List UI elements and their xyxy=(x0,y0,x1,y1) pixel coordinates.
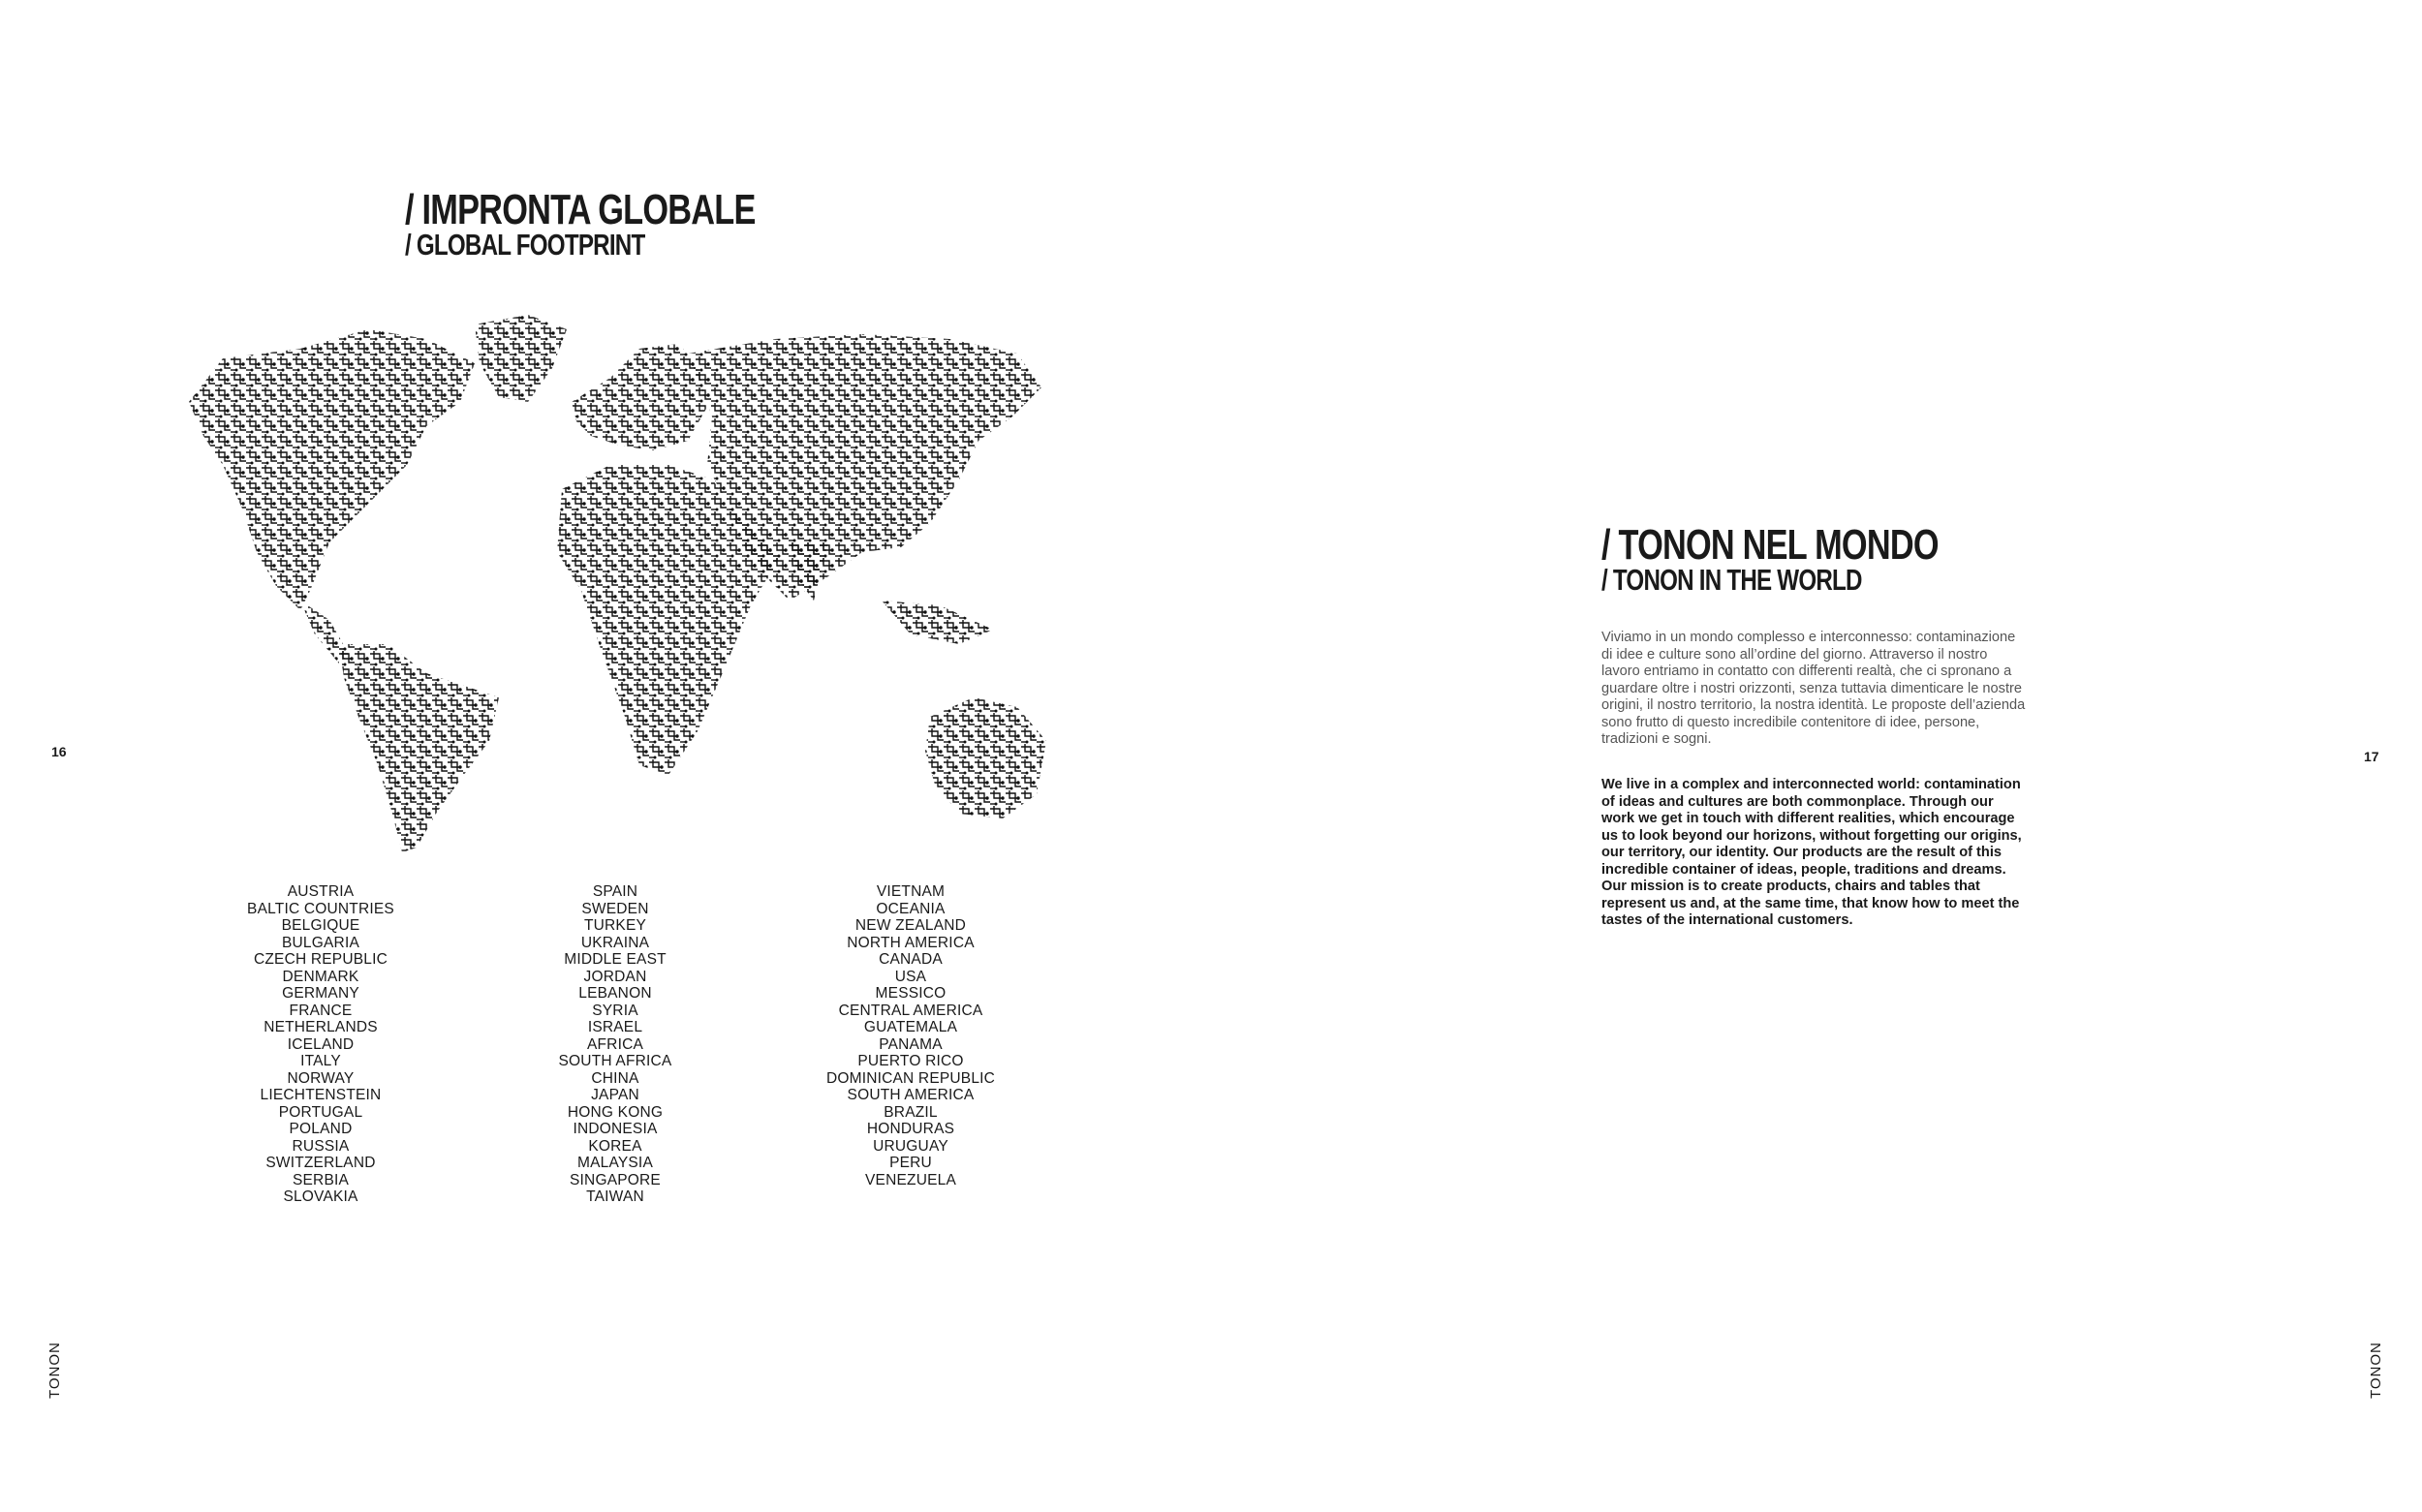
right-subtitle: / TONON IN THE WORLD xyxy=(1601,563,1862,597)
country-item: ISRAEL xyxy=(587,1019,643,1035)
country-item: SOUTH AMERICA xyxy=(847,1087,975,1103)
country-item: MALAYSIA xyxy=(577,1155,653,1171)
country-item: PORTUGAL xyxy=(278,1103,363,1121)
country-item: LIECHTENSTEIN xyxy=(260,1087,382,1103)
country-item: MIDDLE EAST xyxy=(564,951,667,968)
country-item: SPAIN xyxy=(592,883,638,900)
country-item: URUGUAY xyxy=(873,1137,948,1155)
country-item: CZECH REPUBLIC xyxy=(253,951,388,968)
country-item: JAPAN xyxy=(591,1087,639,1103)
page-number-right: 17 xyxy=(2364,749,2379,764)
country-item: CANADA xyxy=(879,951,943,968)
country-item: OCEANIA xyxy=(876,900,946,917)
country-item: RUSSIA xyxy=(292,1137,350,1155)
country-item: NEW ZEALAND xyxy=(854,917,967,934)
country-item: INDONESIA xyxy=(573,1121,658,1137)
country-list-col-2 xyxy=(499,883,731,1206)
left-title: / IMPRONTA GLOBALE xyxy=(405,186,756,233)
country-item: NETHERLANDS xyxy=(264,1019,378,1035)
brand-label-left: TONON xyxy=(47,1342,63,1399)
country-item: SWEDEN xyxy=(581,900,649,917)
country-item: POLAND xyxy=(289,1121,353,1137)
country-item: HONG KONG xyxy=(567,1103,664,1121)
country-list-col-1 xyxy=(204,883,437,1206)
country-item: TURKEY xyxy=(583,917,647,934)
country-item: NORWAY xyxy=(287,1069,355,1087)
country-item: CHINA xyxy=(591,1069,639,1087)
country-item: KOREA xyxy=(588,1137,642,1155)
country-item: PANAMA xyxy=(879,1035,943,1053)
page-number-left: 16 xyxy=(51,744,67,759)
country-item: GERMANY xyxy=(282,985,359,1002)
country-item: GUATEMALA xyxy=(863,1019,958,1035)
country-list-col-3 xyxy=(794,883,1027,1188)
country-item: PUERTO RICO xyxy=(857,1053,964,1069)
country-item: AFRICA xyxy=(586,1035,644,1053)
brand-label-right: TONON xyxy=(2368,1342,2384,1399)
country-item: SWITZERLAND xyxy=(265,1155,376,1171)
country-item: USA xyxy=(894,968,927,985)
country-item: SYRIA xyxy=(592,1002,638,1019)
country-item: DENMARK xyxy=(282,968,359,985)
country-item: JORDAN xyxy=(583,968,647,985)
country-item: AUSTRIA xyxy=(287,883,355,900)
body-text-english: We live in a complex and interconnected world: contamination of ideas and cultures are both commonplace. Through our work we get in touch with different realities, which encourage us to look beyond our horizons, without forgetting our origins, our territory, our identity. Our products are the result of this incredible container of ideas, people, traditions and dreams. Our mission is to create products, chairs and tables that represent us and, at the same time, that know how to meet the tastes of the international customers. xyxy=(1601,777,2022,928)
country-item: SLOVAKIA xyxy=(283,1188,358,1205)
country-item: PERU xyxy=(889,1155,932,1171)
country-item: CENTRAL AMERICA xyxy=(838,1002,983,1019)
country-item: TAIWAN xyxy=(586,1188,644,1205)
country-item: VENEZUELA xyxy=(865,1171,956,1188)
country-item: VIETNAM xyxy=(876,883,946,900)
body-text-italian: Viviamo in un mondo complesso e interconnesso: contaminazione di idee e culture sono all’ordine del giorno. Attraverso il nostro lavoro entriamo in contatto con differenti realtà, che ci spronano a guardare oltre i nostri orizzonti, senza tuttavia dimenticare le nostre origini, il nostro territorio, la nostra identità. Le proposte dell’azienda sono frutto di questo incredibile contenitore di idee, persone, tradizioni e sogni. xyxy=(1601,630,2026,747)
country-item: ITALY xyxy=(300,1053,341,1069)
country-item: HONDURAS xyxy=(866,1121,955,1137)
country-item: NORTH AMERICA xyxy=(847,934,975,951)
country-item: MESSICO xyxy=(875,985,947,1002)
country-item: SINGAPORE xyxy=(570,1171,661,1188)
country-item: UKRAINA xyxy=(580,934,650,951)
country-item: BRAZIL xyxy=(884,1103,938,1121)
country-item: LEBANON xyxy=(578,985,652,1002)
country-item: FRANCE xyxy=(289,1002,353,1019)
country-item: ICELAND xyxy=(287,1035,355,1053)
left-subtitle: / GLOBAL FOOTPRINT xyxy=(405,228,645,262)
right-title: / TONON NEL MONDO xyxy=(1601,521,1939,569)
country-item: SERBIA xyxy=(292,1171,350,1188)
country-item: BULGARIA xyxy=(282,934,359,951)
country-item: BALTIC COUNTRIES xyxy=(247,900,394,917)
country-item: BELGIQUE xyxy=(281,917,360,934)
country-item: SOUTH AFRICA xyxy=(558,1053,672,1069)
world-map-circuit-icon xyxy=(184,310,1056,862)
country-item: DOMINICAN REPUBLIC xyxy=(825,1069,996,1087)
